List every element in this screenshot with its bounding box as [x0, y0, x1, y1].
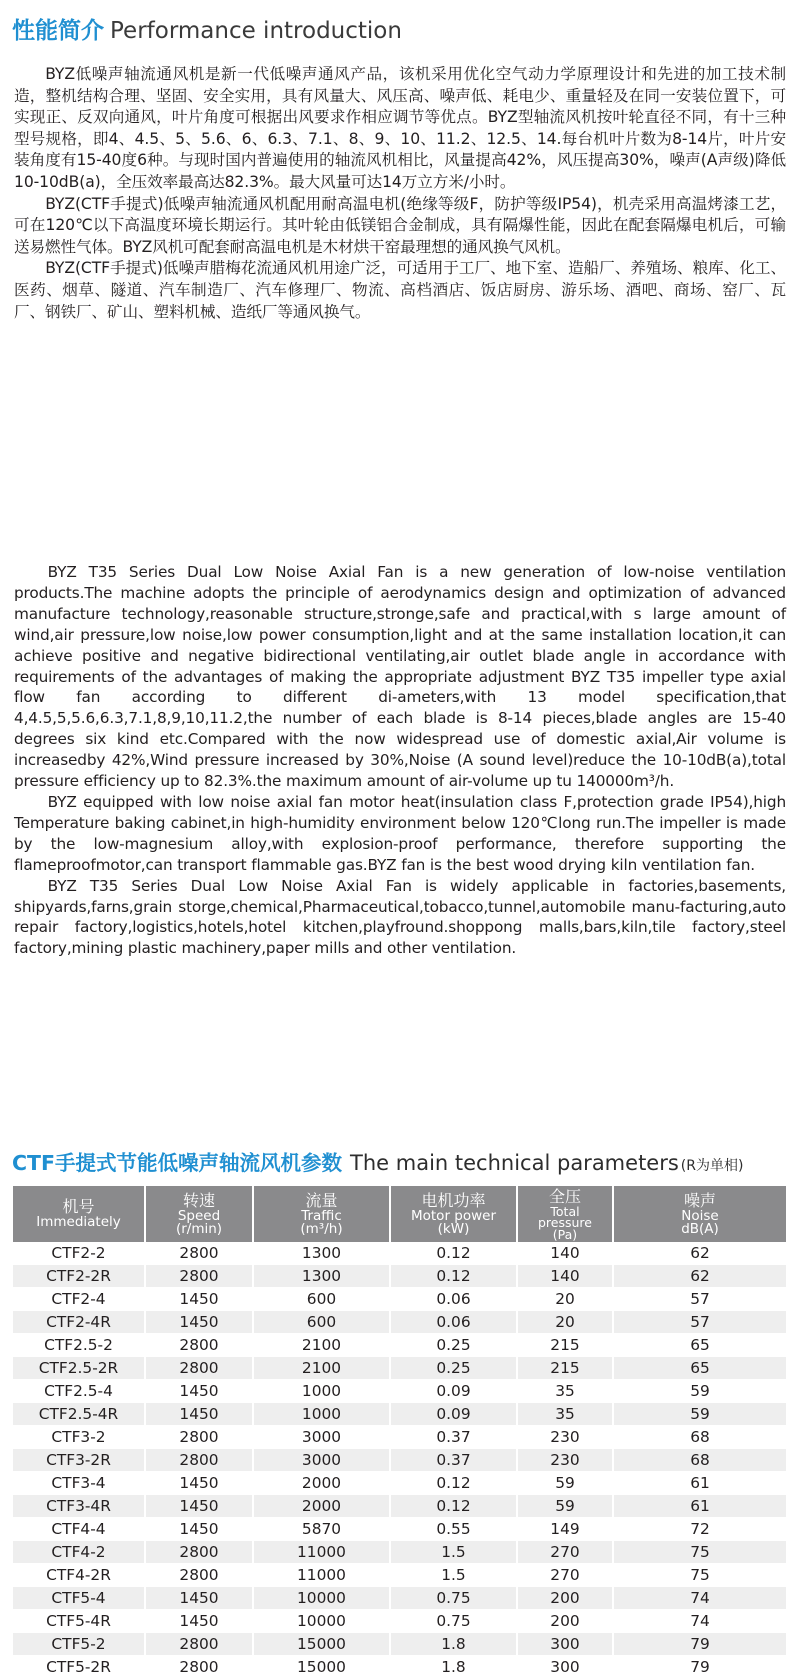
model-cell: CTF5-2	[13, 1633, 145, 1656]
speed-cell: 1450	[145, 1587, 253, 1610]
traffic-cell: 1300	[253, 1265, 390, 1288]
traffic-cell: 600	[253, 1288, 390, 1311]
speed-cell: 1450	[145, 1610, 253, 1633]
table-row	[13, 1357, 786, 1380]
traffic-cell: 2100	[253, 1334, 390, 1357]
header-traffic	[253, 1186, 390, 1242]
traffic-cell: 15000	[253, 1656, 390, 1677]
intro-title-cn: 性能简介	[12, 18, 104, 44]
header-cn: 机号	[62, 1197, 95, 1217]
model-cell: CTF4-2	[13, 1541, 145, 1564]
header-cn: 全压	[548, 1186, 581, 1206]
pressure-cell: 59	[517, 1495, 613, 1518]
traffic-cell: 600	[253, 1311, 390, 1334]
power-cell: 0.06	[390, 1311, 517, 1334]
speed-cell: 2800	[145, 1633, 253, 1656]
table-row	[13, 1403, 786, 1426]
english-description	[14, 562, 786, 959]
header-total-pressure	[517, 1186, 613, 1242]
table-row	[13, 1380, 786, 1403]
table-header-row	[13, 1186, 786, 1242]
header-en: Immediately	[36, 1214, 121, 1231]
speed-cell: 2800	[145, 1564, 253, 1587]
pressure-cell: 230	[517, 1449, 613, 1472]
model-cell: CTF2.5-4	[13, 1380, 145, 1403]
speed-cell: 2800	[145, 1541, 253, 1564]
table-row	[13, 1495, 786, 1518]
noise-cell: 62	[613, 1265, 786, 1288]
noise-cell: 79	[613, 1633, 786, 1656]
pressure-cell: 20	[517, 1311, 613, 1334]
model-cell: CTF2-2	[13, 1242, 145, 1265]
intro-heading	[12, 12, 402, 46]
power-cell: 1.5	[390, 1541, 517, 1564]
noise-cell: 57	[613, 1311, 786, 1334]
power-cell: 1.5	[390, 1564, 517, 1587]
header-cn: 流量	[305, 1190, 338, 1210]
header-speed	[145, 1186, 253, 1242]
pressure-cell: 35	[517, 1380, 613, 1403]
model-cell: CTF2-2R	[13, 1265, 145, 1288]
table-row	[13, 1541, 786, 1564]
en-paragraph: BYZ equipped with low noise axial fan motor heat(insulation class F,protection grade IP54),high Temperature baking cabinet,in high-humidity environment below 120℃long run.The impeller is made by the low-magnesium alloy,with explosion-proof performance, therefore supporting the flameproofmotor,can transport flammable gas.BYZ fan is the best wood drying kiln ventilation fan.	[14, 792, 786, 874]
header-cn: 噪声	[683, 1190, 716, 1210]
power-cell: 0.09	[390, 1380, 517, 1403]
speed-cell: 2800	[145, 1242, 253, 1265]
noise-cell: 68	[613, 1449, 786, 1472]
noise-cell: 72	[613, 1518, 786, 1541]
power-cell: 0.75	[390, 1610, 517, 1633]
model-cell: CTF4-2R	[13, 1564, 145, 1587]
header-en: Traffic	[301, 1207, 342, 1224]
traffic-cell: 10000	[253, 1610, 390, 1633]
speed-cell: 2800	[145, 1265, 253, 1288]
model-cell: CTF2.5-2	[13, 1334, 145, 1357]
speed-cell: 2800	[145, 1357, 253, 1380]
power-cell: 1.8	[390, 1633, 517, 1656]
model-cell: CTF5-4	[13, 1587, 145, 1610]
intro-title-en: Performance introduction	[110, 18, 402, 44]
model-cell: CTF2-4R	[13, 1311, 145, 1334]
params-title-cn: CTF手提式节能低噪声轴流风机参数	[12, 1151, 343, 1175]
header-en-2: pressure	[538, 1215, 592, 1231]
speed-cell: 1450	[145, 1495, 253, 1518]
en-paragraph: BYZ T35 Series Dual Low Noise Axial Fan is a new generation of low-noise ventilation products.The machine adopts the principle of aerodynamics design and optimization of advanced manufacture technology,reasonable structure,stronge,safe and practical,with s large amount of wind,air pressure,low noise,low power consumption,light and at the same installation location,it can achieve positive and negative bidirectional ventilating,air outlet blade angle in accordance with requirements of the advantages of making the appropriate adjustment BYZ T35 impeller type axial flow fan according to different di-ameters,with 13 model specification,that 4,4.5,5,5.6,6.3,7.1,8,9,10,11.2,the number of each blade is 8-14 pieces,blade angles are 15-40 degrees six kind etc.Compared with the now widespread use of domestic axial,Air volume is increasedby 42%,Wind pressure increased by 30%,Noise (A sound level)reduce the 10-10dB(a),total pressure efficiency up to 82.3%.the maximum amount of air-volume up tu 140000m³/h.	[14, 563, 786, 791]
header-unit: (r/min)	[175, 1221, 223, 1237]
pressure-cell: 149	[517, 1518, 613, 1541]
traffic-cell: 2100	[253, 1357, 390, 1380]
speed-cell: 1450	[145, 1518, 253, 1541]
model-cell: CTF3-2R	[13, 1449, 145, 1472]
en-paragraph: BYZ T35 Series Dual Low Noise Axial Fan is widely applicable in factories,basements, shipyards,farns,grain storge,chemical,Pharmaceutical,tobacco,tunnel,automobile manu-facturing,auto repair factory,logistics,hotels,hotel kitchen,playfround.shoppong malls,bars,kiln,tile factory,steel factory,mining plastic machinery,paper mills and other ventilation.	[14, 876, 786, 958]
params-title-note: (R为单相)	[680, 1158, 744, 1174]
speed-cell: 2800	[145, 1334, 253, 1357]
model-cell: CTF3-2	[13, 1426, 145, 1449]
table-row	[13, 1311, 786, 1334]
power-cell: 0.37	[390, 1449, 517, 1472]
table-row	[13, 1449, 786, 1472]
pressure-cell: 200	[517, 1587, 613, 1610]
header-en: Motor power	[410, 1207, 497, 1224]
header-model	[13, 1186, 145, 1242]
pressure-cell: 20	[517, 1288, 613, 1311]
noise-cell: 59	[613, 1380, 786, 1403]
pressure-cell: 59	[517, 1472, 613, 1495]
pressure-cell: 300	[517, 1656, 613, 1677]
power-cell: 0.25	[390, 1334, 517, 1357]
cn-paragraph: BYZ(CTF手提式)低噪声轴流通风机配用耐高温电机(绝缘等级F，防护等级IP54)，机壳采用高温烤漆工艺，可在120℃以下高温度环境长期运行。其叶轮由低镁铝合金制成，具有隔爆性能，因此在配套隔爆电机后，可输送易燃性气体。BYZ风机可配套耐高温电机是木材烘干窑最理想的通风换气风机。	[14, 194, 786, 256]
power-cell: 0.25	[390, 1357, 517, 1380]
header-cn: 转速	[182, 1190, 215, 1210]
pressure-cell: 270	[517, 1564, 613, 1587]
table-row	[13, 1633, 786, 1656]
cn-paragraph: BYZ低噪声轴流通风机是新一代低噪声通风产品，该机采用优化空气动力学原理设计和先进的加工技术制造，整机结构合理、坚固、安全实用，具有风量大、风压高、噪声低、耗电少、重量轻及在同一安装位置下，可实现正、反双向通风，叶片角度可根据出风要求作相应调节等优点。BYZ型轴流风机按叶轮直径不同，有十三种型号规格，即4、4.5、5、5.6、6、6.3、7.1、8、9、10、11.2、12.5、14.每台机叶片数为8-14片，叶片安装角度有15-40度6种。与现时国内普遍使用的轴流风机相比，风量提高42%，风压提高30%，噪声(A声级)降低10-10dB(a)，全压效率最高达82.3%。最大风量可达14万立方米/小时。	[14, 65, 786, 191]
table-row	[13, 1610, 786, 1633]
traffic-cell: 3000	[253, 1449, 390, 1472]
traffic-cell: 1000	[253, 1403, 390, 1426]
speed-cell: 1450	[145, 1288, 253, 1311]
table-row	[13, 1426, 786, 1449]
power-cell: 0.12	[390, 1472, 517, 1495]
header-noise	[613, 1186, 786, 1242]
params-table	[13, 1186, 786, 1677]
power-cell: 0.75	[390, 1587, 517, 1610]
power-cell: 0.12	[390, 1242, 517, 1265]
header-unit: (kW)	[437, 1221, 470, 1237]
noise-cell: 61	[613, 1472, 786, 1495]
table-row	[13, 1518, 786, 1541]
traffic-cell: 1300	[253, 1242, 390, 1265]
noise-cell: 59	[613, 1403, 786, 1426]
traffic-cell: 2000	[253, 1472, 390, 1495]
traffic-cell: 11000	[253, 1564, 390, 1587]
power-cell: 0.09	[390, 1403, 517, 1426]
pressure-cell: 300	[517, 1633, 613, 1656]
noise-cell: 57	[613, 1288, 786, 1311]
traffic-cell: 1000	[253, 1380, 390, 1403]
params-title-en: The main technical parameters	[350, 1151, 679, 1175]
header-motor-power	[390, 1186, 517, 1242]
traffic-cell: 11000	[253, 1541, 390, 1564]
pressure-cell: 215	[517, 1334, 613, 1357]
header-unit: (Pa)	[552, 1226, 578, 1242]
model-cell: CTF5-2R	[13, 1656, 145, 1677]
speed-cell: 1450	[145, 1380, 253, 1403]
model-cell: CTF3-4R	[13, 1495, 145, 1518]
traffic-cell: 5870	[253, 1518, 390, 1541]
model-cell: CTF3-4	[13, 1472, 145, 1495]
power-cell: 0.55	[390, 1518, 517, 1541]
noise-cell: 68	[613, 1426, 786, 1449]
table-row	[13, 1656, 786, 1677]
header-unit: dB(A)	[681, 1221, 719, 1237]
table-row	[13, 1265, 786, 1288]
noise-cell: 74	[613, 1587, 786, 1610]
header-en: Speed	[177, 1207, 221, 1224]
pressure-cell: 230	[517, 1426, 613, 1449]
speed-cell: 1450	[145, 1472, 253, 1495]
noise-cell: 62	[613, 1242, 786, 1265]
pressure-cell: 215	[517, 1357, 613, 1380]
header-en: Total	[550, 1203, 580, 1219]
power-cell: 0.12	[390, 1265, 517, 1288]
header-cn: 电机功率	[421, 1190, 486, 1210]
pressure-cell: 200	[517, 1610, 613, 1633]
power-cell: 0.06	[390, 1288, 517, 1311]
traffic-cell: 15000	[253, 1633, 390, 1656]
model-cell: CTF5-4R	[13, 1610, 145, 1633]
power-cell: 1.8	[390, 1656, 517, 1677]
chinese-description	[14, 64, 786, 323]
pressure-cell: 140	[517, 1242, 613, 1265]
model-cell: CTF4-4	[13, 1518, 145, 1541]
power-cell: 0.12	[390, 1495, 517, 1518]
speed-cell: 2800	[145, 1656, 253, 1677]
noise-cell: 65	[613, 1357, 786, 1380]
speed-cell: 1450	[145, 1403, 253, 1426]
model-cell: CTF2-4	[13, 1288, 145, 1311]
speed-cell: 2800	[145, 1426, 253, 1449]
table-row	[13, 1472, 786, 1495]
params-heading	[12, 1146, 743, 1176]
cn-paragraph: BYZ(CTF手提式)低噪声腊梅花流通风机用途广泛，可适用于工厂、地下室、造船厂、养殖场、粮库、化工、医药、烟草、隧道、汽车制造厂、汽车修理厂、物流、高档酒店、饭店厨房、游乐场、酒吧、商场、窑厂、瓦厂、钢铁厂、矿山、塑料机械、造纸厂等通风换气。	[14, 259, 786, 321]
noise-cell: 61	[613, 1495, 786, 1518]
power-cell: 0.37	[390, 1426, 517, 1449]
table-row	[13, 1242, 786, 1265]
model-cell: CTF2.5-4R	[13, 1403, 145, 1426]
noise-cell: 79	[613, 1656, 786, 1677]
model-cell: CTF2.5-2R	[13, 1357, 145, 1380]
table-row	[13, 1334, 786, 1357]
noise-cell: 65	[613, 1334, 786, 1357]
table-row	[13, 1587, 786, 1610]
noise-cell: 74	[613, 1610, 786, 1633]
table-row	[13, 1288, 786, 1311]
traffic-cell: 10000	[253, 1587, 390, 1610]
header-en: Noise	[681, 1207, 719, 1224]
noise-cell: 75	[613, 1564, 786, 1587]
table-row	[13, 1564, 786, 1587]
pressure-cell: 270	[517, 1541, 613, 1564]
pressure-cell: 35	[517, 1403, 613, 1426]
pressure-cell: 140	[517, 1265, 613, 1288]
table-body	[13, 1242, 786, 1677]
speed-cell: 1450	[145, 1311, 253, 1334]
noise-cell: 75	[613, 1541, 786, 1564]
speed-cell: 2800	[145, 1449, 253, 1472]
header-unit: (m³/h)	[300, 1221, 343, 1237]
traffic-cell: 3000	[253, 1426, 390, 1449]
traffic-cell: 2000	[253, 1495, 390, 1518]
